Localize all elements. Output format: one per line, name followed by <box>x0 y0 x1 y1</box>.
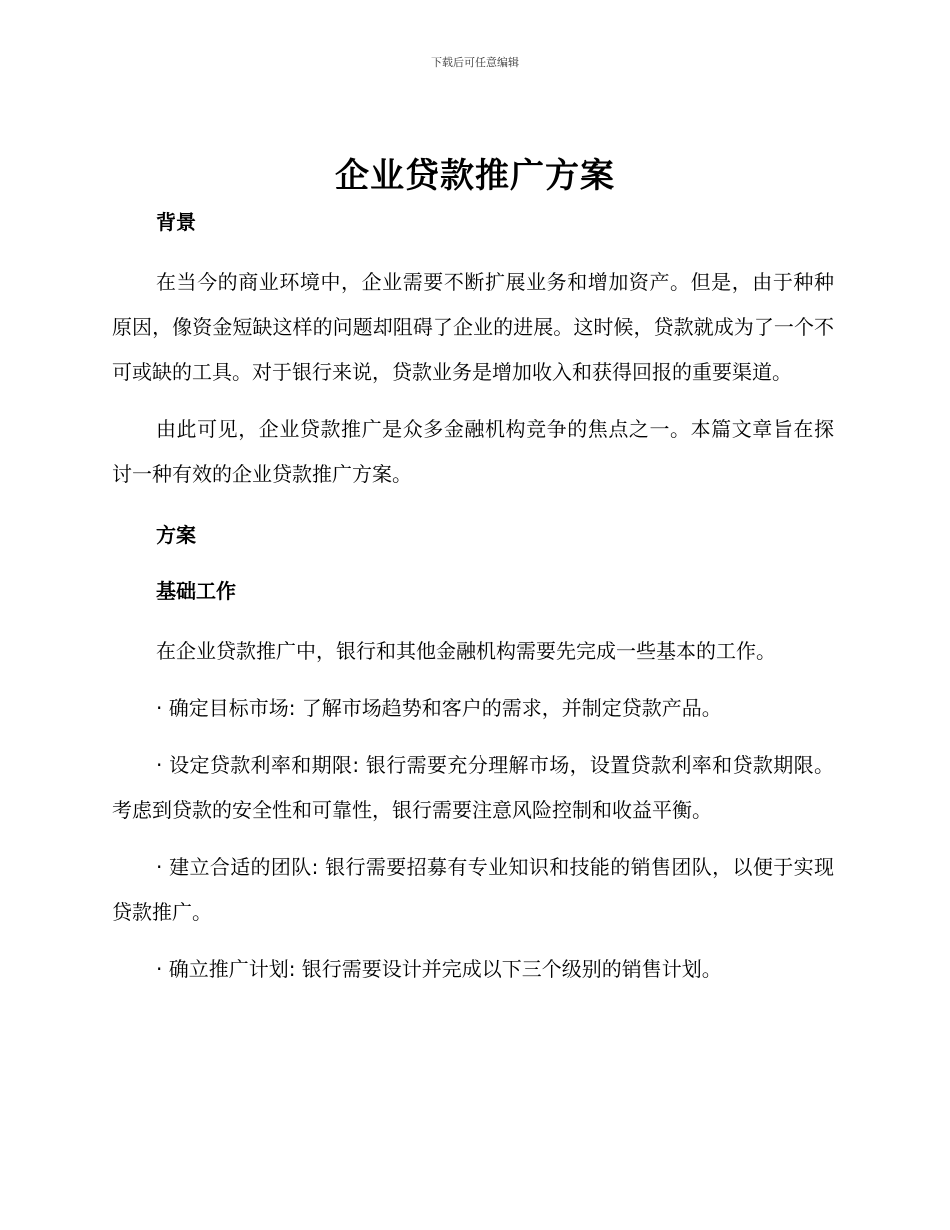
background-heading: 背景 <box>156 210 196 234</box>
basic-work-heading: 基础工作 <box>156 579 236 603</box>
bullet-item-rates-terms: · 设定贷款利率和期限: 银行需要充分理解市场，设置贷款利率和贷款期限。考虑到贷款的安全性和可靠性，银行需要注意风险控制和收益平衡。 <box>112 753 834 822</box>
background-paragraph-2: 由此可见，企业贷款推广是众多金融机构竞争的焦点之一。本篇文章旨在探讨一种有效的企业贷款推广方案。 <box>112 417 834 486</box>
bullet-item-team: · 建立合适的团队: 银行需要招募有专业知识和技能的销售团队，以便于实现贷款推广。 <box>112 855 834 924</box>
bullet-item-promotion-plan: · 确立推广计划: 银行需要设计并完成以下三个级别的销售计划。 <box>156 957 722 981</box>
background-paragraph-1: 在当今的商业环境中，企业需要不断扩展业务和增加资产。但是，由于种种原因，像资金短缺这样的问题却阻碍了企业的进展。这时候，贷款就成为了一个不可或缺的工具。对于银行来说，贷款业务是增加收入和获得回报的重要渠道。 <box>112 270 834 384</box>
bullet-item-target-market: · 确定目标市场: 了解市场趋势和客户的需求，并制定贷款产品。 <box>156 696 722 720</box>
basic-work-intro: 在企业贷款推广中，银行和其他金融机构需要先完成一些基本的工作。 <box>156 639 776 663</box>
plan-heading: 方案 <box>156 523 196 547</box>
document-body <box>112 204 834 992</box>
document-title: 企业贷款推广方案 <box>335 156 615 196</box>
page-header-note: 下载后可任意编辑 <box>431 56 519 69</box>
